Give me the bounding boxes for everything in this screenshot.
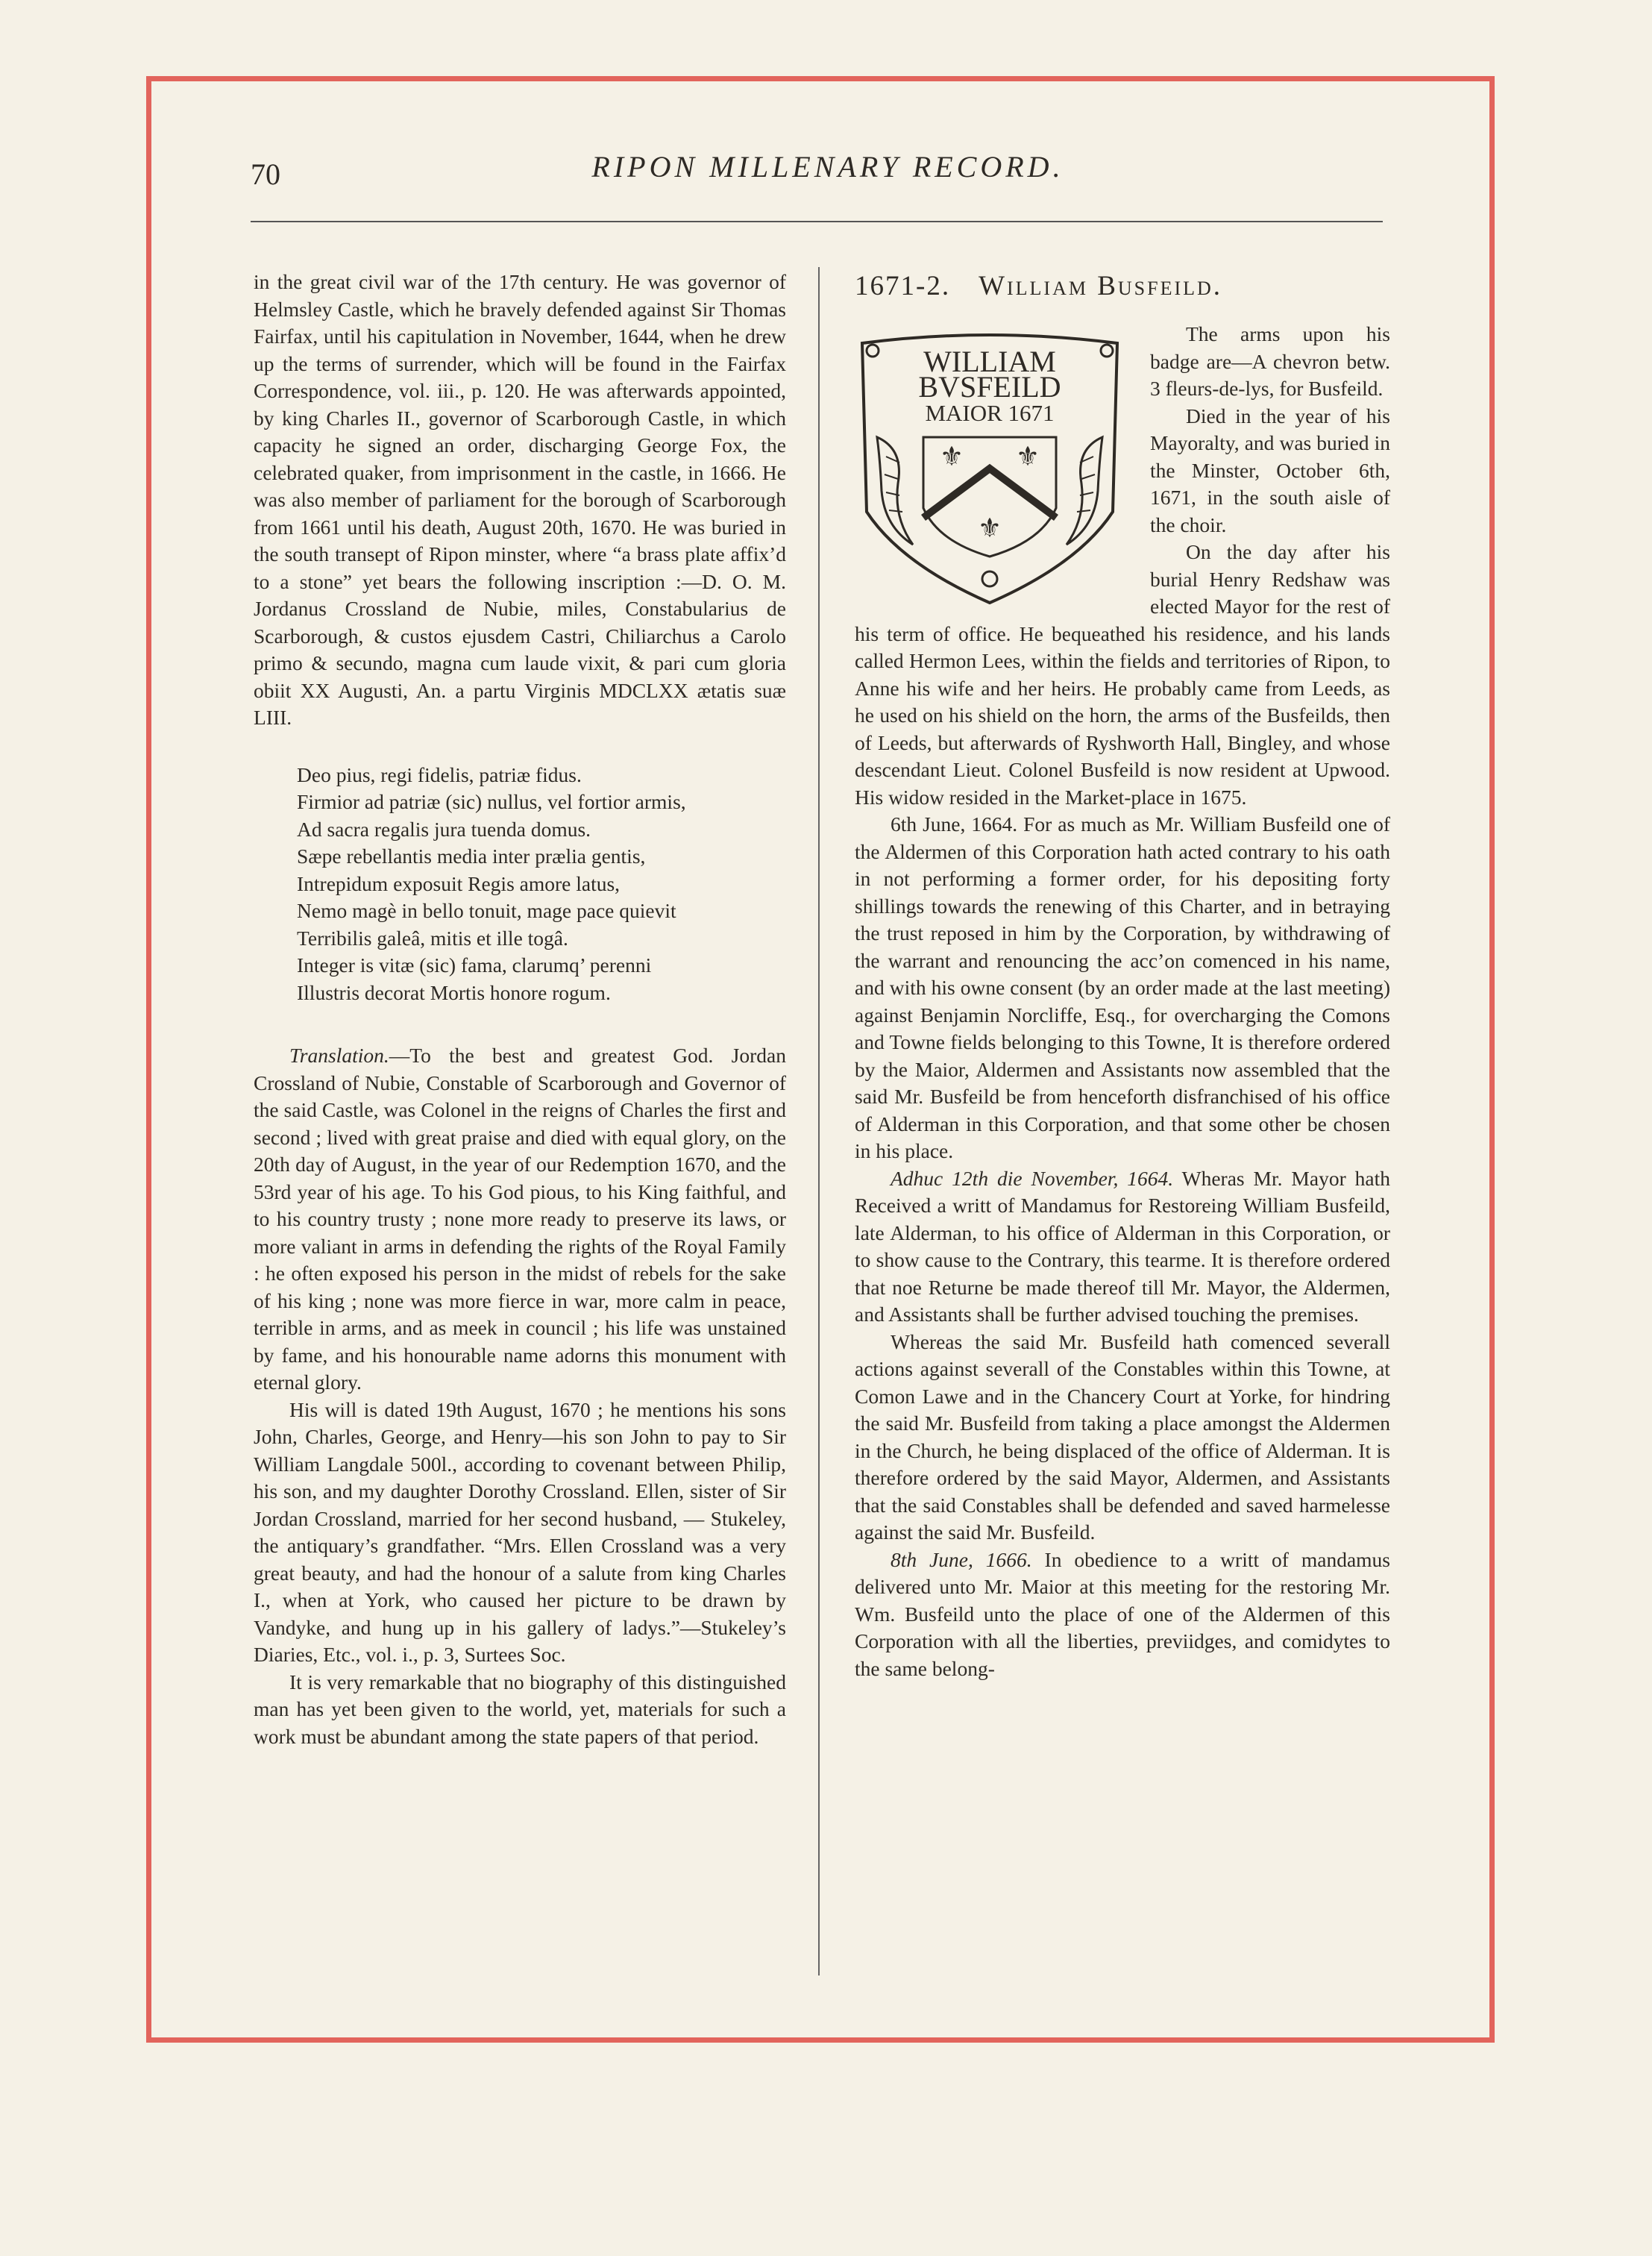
adhuc-date: Adhuc 12th die November, 1664.	[891, 1166, 1174, 1190]
heading-name: William Busfeild.	[979, 271, 1223, 301]
adhuc-paragraph	[855, 1165, 1390, 1329]
poem-line: Firmior ad patriæ (sic) nullus, vel fortior armis,	[297, 790, 686, 813]
svg-text:⚜: ⚜	[1015, 442, 1040, 472]
translation-text: —To the best and greatest God. Jordan Crossland of Nubie, Constable of Scarborough and Governor of the said Castle, was Colonel in the reigns of Charles the first and second ; lived with great praise and died with equal glory, on the 20th day of August, in the year of our Redemption 1670, and the 53rd year of his age. To his God pious, to his King faithful, and to his country trusty ; none more ready to preserve its laws, or more valiant in arms in defending the rights of the Royal Family : he often exposed his person in the midst of rebels for the sake of his king ; none was more fierce in war, more calm in peace, terrible in arms, and as meek in council ; his life was unstained by fame, and his honourable name adorns this monument with eternal glory.	[254, 1044, 786, 1394]
shield-line-2: BVSFEILD	[918, 370, 1061, 404]
svg-text:⚜: ⚜	[939, 442, 964, 472]
adhuc-text: Wheras Mr. Mayor hath Received a writt of Mandamus for Restoreing William Busfeild, late Alderman, to his office of Alderman in this Corporation, or to show cause to the Contrary, this tearme. It is therefore ordered that noe Returne be made thereof till Mr. Mayor, the Aldermen, and Assistants shall be further advised touching the premises.	[855, 1166, 1391, 1326]
section-heading	[855, 269, 1390, 304]
running-title: RIPON MILLENARY RECORD.	[591, 150, 1064, 184]
poem-line: Intrepidum exposuit Regis amore latus,	[297, 871, 621, 895]
death-paragraph: Died in the year of his Mayoralty, and was buried in the Minster, October 6th, 1671, in the south aisle of the choir.	[1150, 404, 1390, 536]
june-text: In obedience to a writt of mandamus delivered unto Mr. Maior at this meeting for the restoring Mr. Wm. Busfeild unto the place of one of the Aldermen of this Corporation with all the liberties, previidges, and comidytes to the same belong-	[855, 1547, 1390, 1680]
shield-line-1: WILLIAM	[923, 345, 1056, 378]
busfeild-shield-illustration	[855, 325, 1125, 607]
right-column	[855, 269, 1390, 1682]
poem-line: Terribilis galeâ, mitis et ille togâ.	[297, 926, 568, 950]
june-paragraph	[855, 1547, 1390, 1683]
shield-icon	[855, 325, 1125, 607]
poem-line: Sæpe rebellantis media inter prælia gentis,	[297, 845, 646, 868]
poem-line: Nemo magè in bello tonuit, mage pace quievit	[297, 899, 676, 922]
poem-line: Ad sacra regalis jura tuenda domus.	[297, 817, 591, 841]
svg-text:⚜: ⚜	[977, 513, 1002, 544]
arms-paragraph: The arms upon his badge are—A chevron betw. 3 fleurs-de-lys, for Busfeild.	[1150, 322, 1390, 400]
translation-paragraph	[254, 1042, 786, 1397]
will-paragraph: His will is dated 19th August, 1670 ; he mentions his sons John, Charles, George, and Henry—his son John to pay to Sir William Langdale 500l., according to covenant between Philip, his son, and my daughter Dorothy Crossland. Ellen, sister of Sir Jordan Crossland, married for her second husband, — Stukeley, the antiquary’s grandfather. “Mrs. Ellen Crossland was a very great beauty, and had the honour of a salute from king Charles I., when at York, who caused her picture to be drawn by Vandyke, and hung up in his gallery of ladys.”—Stukeley’s Diaries, Etc., vol. i., p. 3, Surtees Soc.	[254, 1397, 786, 1666]
poem-line: Deo pius, regi fidelis, patriæ fidus.	[297, 762, 582, 786]
left-column	[254, 269, 786, 1750]
whereas-paragraph: Whereas the said Mr. Busfeild hath comenced severall actions against severall of the Constables within this Towne, at Comon Lawe and in the Chancery Court at Yorke, for hindring the said Mr. Busfeild from taking a place amongst the Aldermen in the Church, he being displaced of the office of Alderman. It is therefore ordered by the said Mayor, Aldermen, and Assistants that the said Constables shall be defended and saved harmelesse against the said Mr. Busfeild.	[855, 1329, 1390, 1544]
page-number: 70	[251, 157, 280, 191]
disfranchise-paragraph: 6th June, 1664. For as much as Mr. William Busfeild one of the Aldermen of this Corporation hath acted contrary to his oath in not performing a former order, for his depositing forty shillings towards the renewing of this Charter, and in betraying the trust reposed in him by the Corporation, by withdrawing of the warrant and renouncing the acc’on comenced in his name, and with his owne consent (by an order made at the last meeting) against Benjamin Norcliffe, Esq., for overcharging the Comons and Towne fields belonging to this Towne, It is therefore ordered by the Maior, Aldermen and Assistants now assembled that the said Mr. Busfeild be from henceforth disfranchised of his office of Alderman in this Corporation, and that some other be chosen in his place.	[855, 812, 1390, 1162]
poem-line: Illustris decorat Mortis honore rogum.	[297, 980, 611, 1004]
translation-label: Translation.	[289, 1044, 389, 1067]
column-divider	[818, 267, 820, 1975]
poem-line: Integer is vitæ (sic) fama, clarumq’ perenni	[297, 953, 652, 977]
shield-line-3: MAIOR 1671	[925, 400, 1055, 426]
header-rule	[251, 221, 1383, 222]
heading-year: 1671-2.	[855, 271, 951, 301]
body-paragraph: in the great civil war of the 17th century. He was governor of Helmsley Castle, which he bravely defended against Sir Thomas Fairfax, until his capitulation in November, 1644, when he drew up the terms of surrender, which will be found in the Fairfax Correspondence, vol. iii., p. 120. He was afterwards appointed, by king Charles II., governor of Scarborough Castle, in which capacity he signed an order, discharging George Fox, the celebrated quaker, from imprisonment in the castle, in 1666. He was also member of parliament for the borough of Scarborough from 1661 until his death, August 20th, 1670. He was buried in the south transept of Ripon minster, where “a brass plate affix’d to a stone” yet bears the following inscription :—D. O. M. Jordanus Crossland de Nubie, miles, Constabularius de Scarborough, & custos ejusdem Castri, Chiliarchus a Carolo primo & secundo, magna cum laude vixit, & pari cum gloria obiit XX Augusti, An. a partu Virginis MDCLXX ætatis suæ LIII.	[254, 270, 786, 729]
latin-epitaph	[297, 762, 786, 1007]
final-paragraph: It is very remarkable that no biography of this distinguished man has yet been given to the world, yet, materials for such a work must be abundant among the state papers of that period.	[254, 1670, 786, 1748]
june-date: 8th June, 1666.	[891, 1547, 1032, 1571]
burial-paragraph: On the day after his burial Henry Redshaw was elected Mayor for the rest of his term of office. He bequeathed his residence, and his lands called Hermon Lees, within the fields and territories of Ripon, to Anne his wife and her heirs. He probably came from Leeds, as he used on his shield on the horn, the arms of the Busfeilds, then of Leeds, but afterwards of Ryshworth Hall, Bingley, and whose descendant Lieut. Colonel Busfeild is now resident at Upwood. His widow resided in the Market-place in 1675.	[855, 540, 1390, 809]
